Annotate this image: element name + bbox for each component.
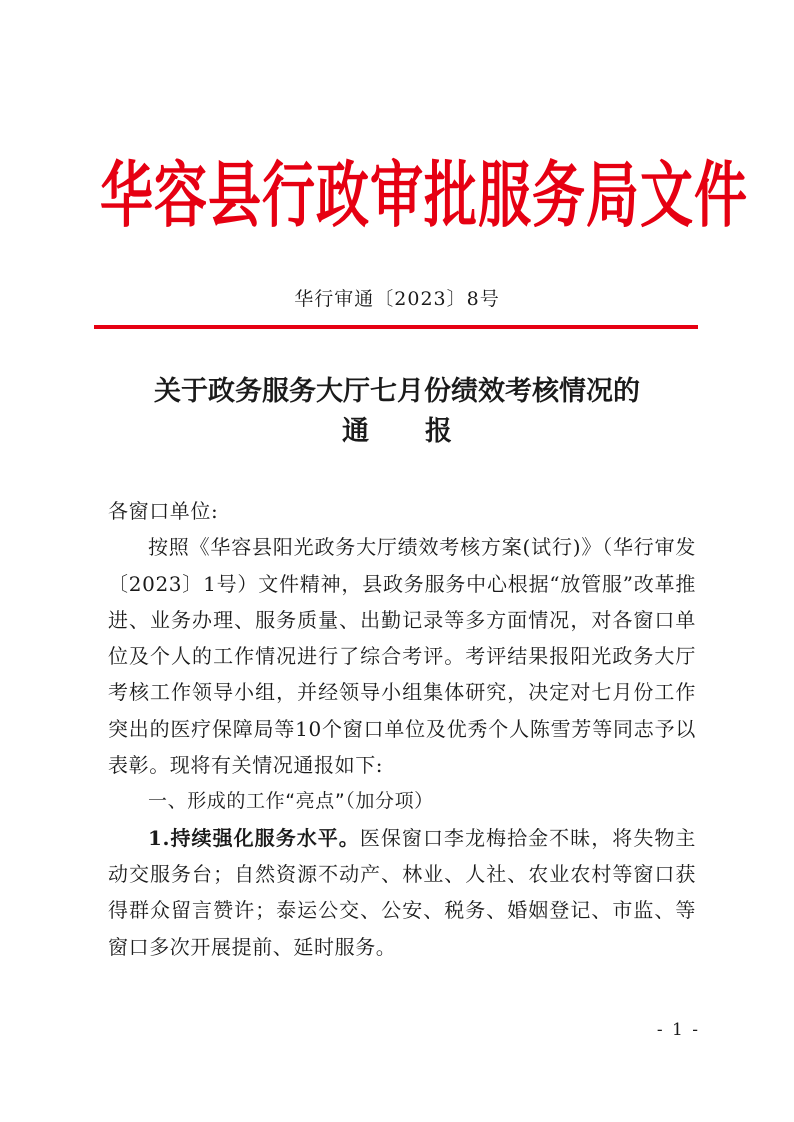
document-number: 华行审通〔2023〕8号: [294, 288, 500, 310]
salutation: 各窗口单位:: [108, 499, 219, 523]
document-title-line-1: 关于政务服务大厅七月份绩效考核情况的: [154, 376, 640, 407]
red-divider-line: [94, 325, 698, 329]
agency-header-title: 华容县行政审批服务局文件: [100, 153, 748, 238]
intro-paragraph: 按照《华容县阳光政务大厅绩效考核方案(试行)》（华行审发〔2023〕1号）文件精神，县政务服务中心根据“放管服”改革推进、业务办理、服务质量、出勤记录等多方面情况，对各窗口单位及个人的工作情况进行了综合考评。考评结果报阳光政务大厅考核工作领导小组，并经领导小组集体研究，决定对七月份工作突出的医疗保障局等10个窗口单位及优秀个人陈雪芳等同志予以表彰。现将有关情况通报如下:: [108, 535, 696, 778]
page-number: - 1 -: [656, 1020, 700, 1040]
item-1-label: 1.持续强化服务水平。: [148, 825, 360, 850]
section-heading-1: 一、形成的工作“亮点”（加分项）: [148, 790, 434, 813]
item-paragraph-1: [108, 820, 696, 965]
item-1-text: 医保窗口李龙梅拾金不昧，将失物主动交服务台；自然资源不动产、林业、人社、农业农村等窗口获得群众留言赞许；泰运公交、公安、税务、婚姻登记、市监、等窗口多次开展提前、延时服务。: [108, 825, 696, 959]
document-title-line-2: 通报: [342, 416, 508, 447]
document-body: [108, 493, 696, 965]
